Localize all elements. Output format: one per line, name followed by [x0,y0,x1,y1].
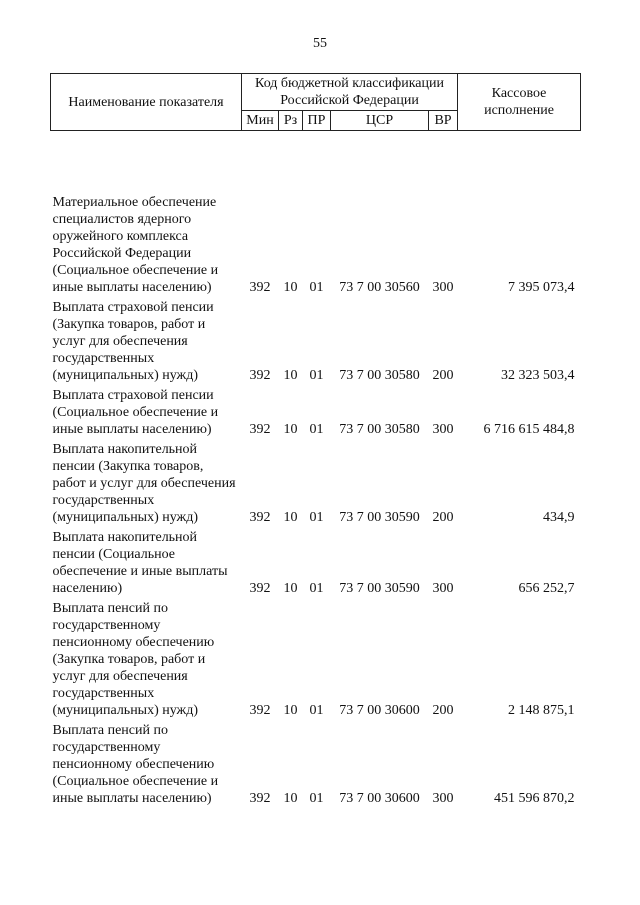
row-min: 392 [249,510,271,525]
header-vr: ВР [429,111,458,131]
row-vr: 200 [432,510,454,525]
row-vr: 300 [432,581,454,596]
row-pr: 01 [309,581,324,596]
table-row [51,600,581,722]
row-min: 392 [249,368,271,383]
table-row [51,194,581,299]
row-rz: 10 [283,581,298,596]
row-rz: 10 [283,703,298,718]
row-min: 392 [249,581,271,596]
row-min: 392 [249,422,271,437]
budget-table [50,73,581,810]
page-number: 55 [313,36,327,51]
row-vr: 300 [432,422,454,437]
header-budget-code: Код бюджетной классификации Российской Федерации [242,74,458,111]
row-csr: 73 7 00 30590 [339,510,420,525]
row-name: Выплата пенсий по государственному пенсионному обеспечению (Социальное обеспечение и иные выплаты населению) [52,723,219,806]
row-min: 392 [249,703,271,718]
row-rz: 10 [283,510,298,525]
row-name: Выплата накопительной пенсии (Социальное обеспечение и иные выплаты населению) [52,530,228,596]
row-vr: 300 [432,791,454,806]
row-amount: 7 395 073,4 [508,280,575,295]
row-amount: 451 596 870,2 [494,791,575,806]
header-pr: ПР [303,111,331,131]
row-vr: 300 [432,280,454,295]
row-rz: 10 [283,791,298,806]
table-header [51,74,581,131]
table-row [51,529,581,600]
row-vr: 200 [432,703,454,718]
row-csr: 73 7 00 30600 [339,791,420,806]
header-csr: ЦСР [331,111,429,131]
row-amount: 434,9 [543,510,575,525]
row-vr: 200 [432,368,454,383]
header-cash: Кассовое исполнение [458,74,581,131]
row-min: 392 [249,791,271,806]
row-rz: 10 [283,368,298,383]
row-pr: 01 [309,703,324,718]
row-pr: 01 [309,422,324,437]
table-body [51,131,581,811]
row-amount: 656 252,7 [518,581,575,596]
row-csr: 73 7 00 30580 [339,422,420,437]
row-amount: 32 323 503,4 [501,368,575,383]
header-name: Наименование показателя [51,74,242,131]
header-rz: Рз [279,111,303,131]
row-pr: 01 [309,510,324,525]
row-pr: 01 [309,280,324,295]
row-csr: 73 7 00 30600 [339,703,420,718]
row-csr: 73 7 00 30590 [339,581,420,596]
row-amount: 2 148 875,1 [508,703,575,718]
row-rz: 10 [283,422,298,437]
table-row [51,441,581,529]
row-rz: 10 [283,280,298,295]
table-spacer [51,131,581,195]
row-pr: 01 [309,791,324,806]
row-name: Выплата страховой пенсии (Социальное обеспечение и иные выплаты населению) [52,388,219,437]
row-name: Выплата страховой пенсии (Закупка товаров, работ и услуг для обеспечения государственных (муниципальных) нужд) [52,300,214,383]
table-row [51,722,581,810]
row-name: Материальное обеспечение специалистов ядерного оружейного комплекса Российской Федерации (Социальное обеспечение и иные выплаты населению) [52,195,219,295]
table-row [51,387,581,441]
row-min: 392 [249,280,271,295]
row-name: Выплата пенсий по государственному пенсионному обеспечению (Закупка товаров, работ и услуг для обеспечения государственных (муниципальных) нужд) [52,601,215,718]
header-min: Мин [242,111,279,131]
row-name: Выплата накопительной пенсии (Закупка товаров, работ и услуг для обеспечения государственных (муниципальных) нужд) [52,442,236,525]
row-csr: 73 7 00 30580 [339,368,420,383]
row-pr: 01 [309,368,324,383]
table-row [51,299,581,387]
row-csr: 73 7 00 30560 [339,280,420,295]
row-amount: 6 716 615 484,8 [483,422,575,437]
